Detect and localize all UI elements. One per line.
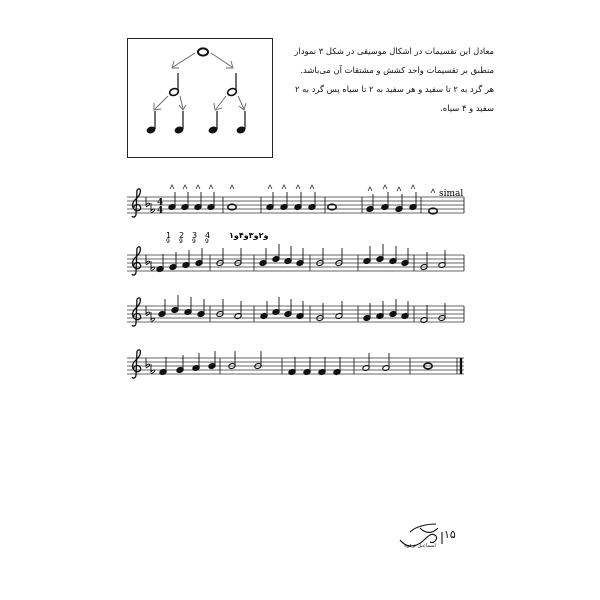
- q-note-12: [381, 185, 389, 210]
- q-note-1: [168, 185, 176, 210]
- accent-mark: [196, 185, 200, 189]
- accent-mark: [170, 185, 174, 189]
- page-number: ۱۵: [444, 528, 456, 541]
- accent-mark: [368, 187, 372, 191]
- half-note-27: [335, 248, 343, 266]
- count-and-4: 9: [205, 238, 209, 245]
- intro-line-2: منطبق بر تقسیمات واحد کشش و مشتقات آن می‌باشد.: [300, 65, 494, 75]
- half-note-26: [316, 248, 324, 266]
- intro-line-4: سفید و ۴ سیاه.: [440, 103, 494, 113]
- q-note-8: [294, 185, 302, 210]
- half-note-56: [228, 351, 236, 369]
- simile-annotation: simal: [439, 189, 464, 199]
- accent-mark: [397, 187, 401, 191]
- q-note-35: [171, 295, 179, 313]
- accent-mark: [411, 185, 415, 189]
- q-note-22: [259, 248, 267, 266]
- intro-line-1: معادل این تقسیمات در اشکال موسیقی در شکل ۳ نمودار: [294, 46, 494, 56]
- notes-layer: [156, 185, 446, 375]
- q-note-7: [280, 185, 288, 210]
- q-note-9: [308, 185, 316, 210]
- author-name: اسماعیل ترقوه: [404, 543, 436, 549]
- accent-mark: [230, 185, 234, 189]
- counting-phrase: ۱و۲و۳و۴و: [229, 231, 269, 240]
- q-note-42: [284, 299, 292, 317]
- q-note-31: [401, 248, 409, 266]
- count-and-3: 9: [192, 238, 196, 245]
- q-note-11: [366, 187, 374, 212]
- accent-mark: [209, 185, 213, 189]
- accent-mark: [282, 185, 286, 189]
- count-4: 4: [205, 231, 211, 240]
- accent-mark: [310, 185, 314, 189]
- time-signature-top: 4: [157, 198, 164, 208]
- q-note-55: [208, 351, 216, 369]
- staff-2: [127, 255, 464, 271]
- half-note-20: [216, 248, 224, 266]
- q-note-14: [409, 185, 417, 210]
- accent-mark: [296, 185, 300, 189]
- q-note-34: [158, 299, 166, 317]
- q-note-13: [395, 187, 403, 212]
- counting-bottom-row: [166, 238, 209, 245]
- count-and-2: 9: [179, 238, 183, 245]
- q-note-37: [197, 299, 205, 317]
- q-note-48: [389, 299, 397, 317]
- q-note-25: [296, 248, 304, 266]
- q-note-19: [195, 248, 203, 266]
- accent-mark: [268, 185, 272, 189]
- whole-note-15: [429, 189, 437, 214]
- count-and-1: 9: [166, 238, 170, 245]
- q-note-29: [376, 244, 384, 262]
- count-3: 3: [192, 231, 198, 240]
- accent-mark: [383, 185, 387, 189]
- accent-mark: [183, 185, 187, 189]
- q-note-6: [266, 185, 274, 210]
- barlines: [210, 197, 464, 374]
- half-note-57: [254, 351, 262, 369]
- accent-mark: [431, 189, 435, 193]
- counting-top-row: [166, 231, 210, 240]
- q-note-4: [207, 185, 215, 210]
- time-signature-bottom: 4: [157, 206, 164, 216]
- count-1: 1: [166, 231, 172, 240]
- half-note-21: [234, 248, 242, 266]
- half-note-38: [216, 299, 224, 317]
- q-note-2: [181, 185, 189, 210]
- count-2: 2: [179, 231, 185, 240]
- q-note-3: [194, 185, 202, 210]
- intro-line-3: هر گرد به ۲ تا سفید و هر سفید به ۲ تا سیاه پس گرد به ۲: [295, 84, 494, 94]
- whole-note-5: [228, 185, 236, 210]
- q-note-23: [272, 244, 280, 262]
